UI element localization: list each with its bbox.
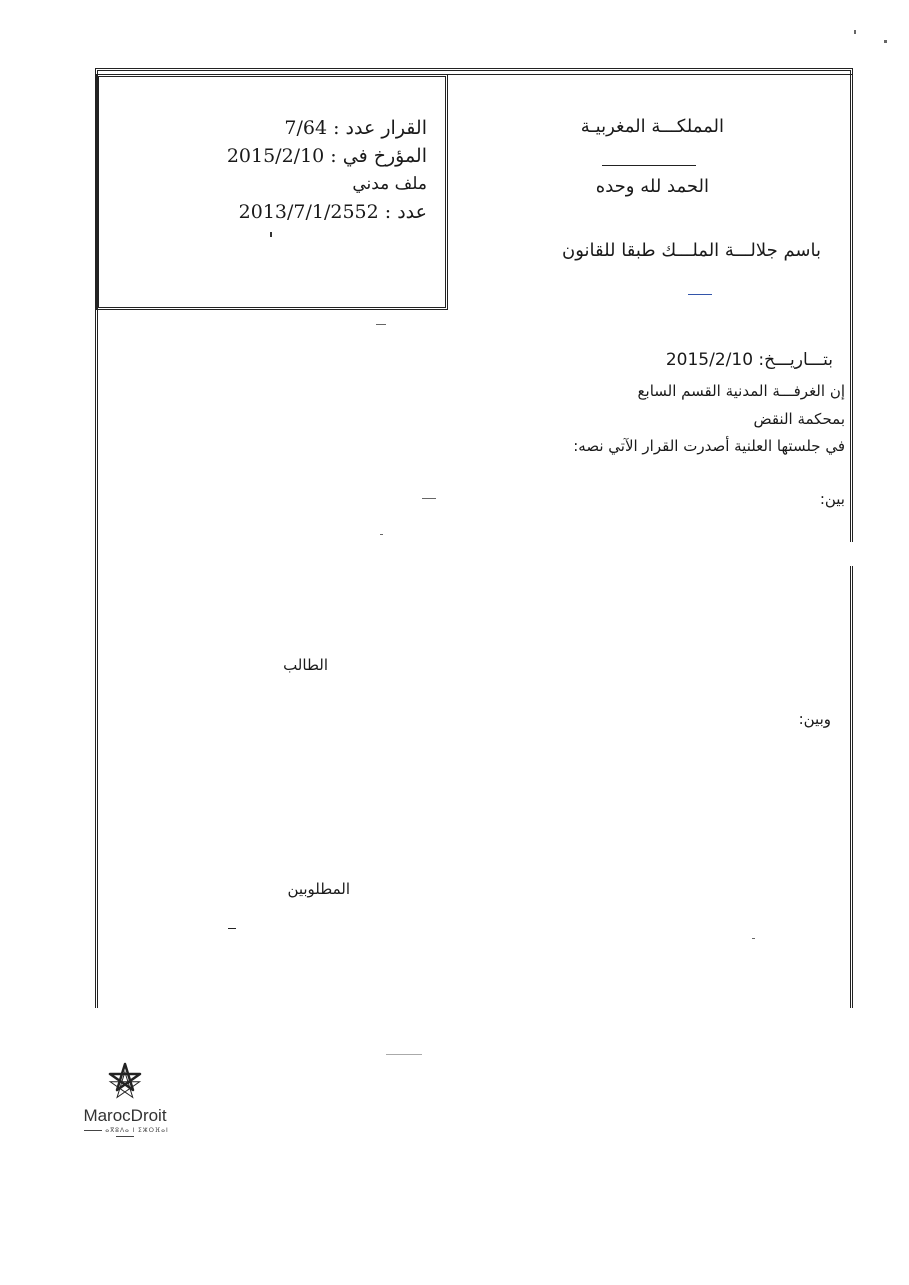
between-label: بين:: [819, 490, 845, 508]
scan-speck: [884, 40, 887, 43]
file-type: ملف مدني: [352, 174, 427, 194]
court-line: بمحكمة النقض: [753, 410, 845, 428]
respondents-label: المطلوبين: [287, 880, 350, 898]
chamber-line: إن الغرفـــة المدنية القسم السابع: [637, 382, 845, 400]
scan-speck: [270, 232, 272, 237]
title-underline: [602, 165, 696, 166]
header-divider: [448, 74, 853, 75]
file-number: عدد : 2013/7/1/2552: [238, 201, 427, 223]
kingdom-title: المملكـــة المغربيـة: [580, 116, 724, 137]
scan-speck: [386, 1054, 422, 1055]
blue-mark: [688, 294, 712, 295]
scan-speck: [854, 30, 856, 34]
applicant-label: الطالب: [283, 656, 328, 674]
scan-speck: [376, 324, 386, 325]
scan-speck: [422, 498, 436, 499]
scan-speck: [752, 938, 755, 939]
decision-date: المؤرخ في : 2015/2/10: [226, 145, 427, 167]
praise-line: الحمد لله وحده: [595, 176, 709, 197]
session-date: بتـــاريـــخ: 2015/2/10: [665, 350, 833, 370]
scan-speck: [380, 534, 383, 535]
decision-number: القرار عدد : 7/64: [284, 117, 427, 139]
logo-tagline: ⴰⴳⵓⴷⴰ ⵏ ⵉⵣⵔⴼⴰⵏ: [70, 1127, 180, 1140]
royal-name-line: باسم جلالـــة الملـــك طبقا للقانون: [561, 240, 821, 261]
session-line: في جلستها العلنية أصدرت القرار الآتي نصه:: [573, 437, 845, 455]
scan-speck: [228, 928, 236, 929]
star-icon: [70, 1062, 180, 1106]
logo-name: MarocDroit: [83, 1106, 167, 1125]
frame-gap: [846, 542, 856, 566]
marocdroit-logo: [70, 1062, 180, 1142]
and-between-label: وبين:: [798, 710, 831, 728]
